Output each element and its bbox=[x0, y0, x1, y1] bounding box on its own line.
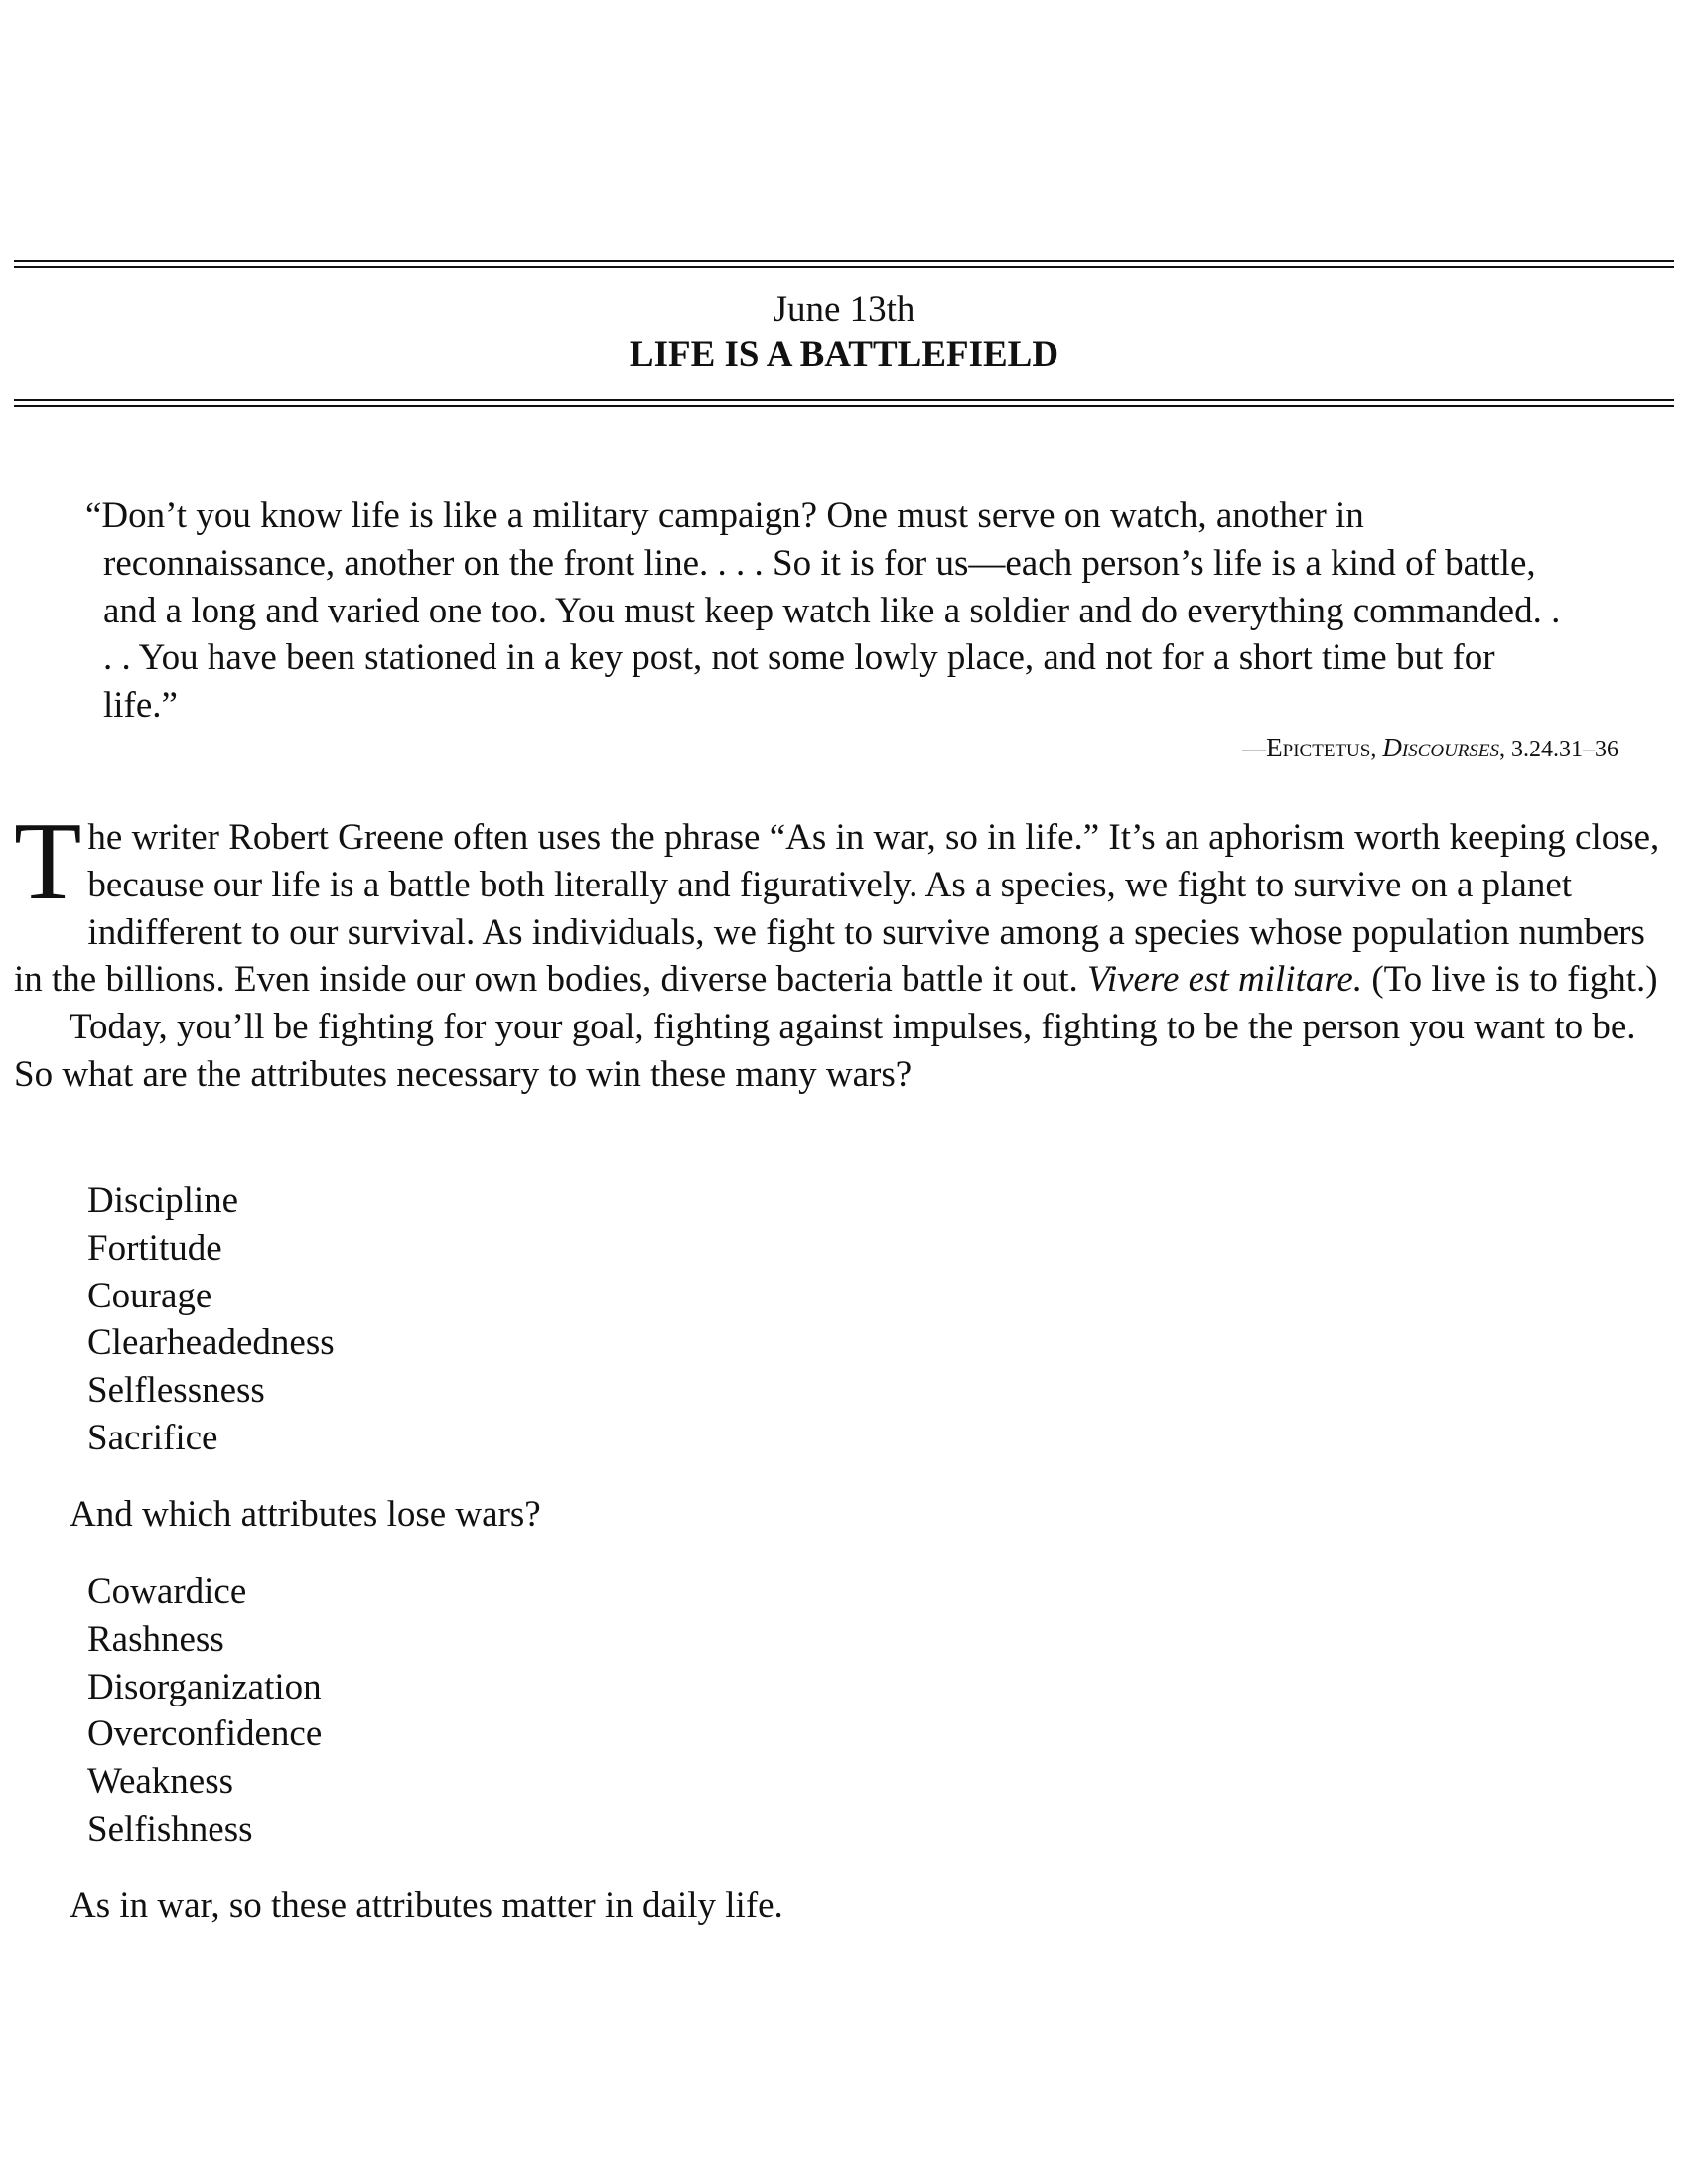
page bbox=[14, 0, 1674, 2184]
list-item: Weakness bbox=[87, 1761, 234, 1803]
attribution-reference: , 3.24.31–36 bbox=[1499, 737, 1618, 762]
header-rule-bottom bbox=[14, 399, 1674, 407]
attribution-work: Discourses bbox=[1382, 733, 1499, 762]
list-item: Disorganization bbox=[87, 1666, 322, 1707]
virtues-list bbox=[87, 1177, 335, 1462]
question-lose-wars: And which attributes lose wars? bbox=[70, 1494, 541, 1535]
epigraph-attribution bbox=[1242, 733, 1618, 764]
vices-list bbox=[87, 1569, 322, 1853]
paragraph-2: Today, you’ll be fighting for your goal, fighting against impulses, fighting to be the person you want to be. So what are the attributes necessary to win these many wars? bbox=[14, 1007, 1636, 1095]
drop-cap: T bbox=[14, 800, 82, 923]
list-item: Discipline bbox=[87, 1180, 239, 1221]
list-item: Cowardice bbox=[87, 1571, 247, 1612]
entry-title: LIFE IS A BATTLEFIELD bbox=[629, 335, 1059, 375]
header-rule-top bbox=[14, 260, 1674, 268]
body-text bbox=[14, 800, 1674, 1099]
paragraph-1 bbox=[14, 800, 1674, 1004]
closing-line: As in war, so these attributes matter in daily life. bbox=[70, 1885, 783, 1926]
list-item: Overconfidence bbox=[87, 1713, 323, 1755]
list-item: Sacrifice bbox=[87, 1417, 218, 1458]
list-item: Courage bbox=[87, 1275, 212, 1316]
epigraph-quote: “Don’t you know life is like a military campaign? One must serve on watch, another in reconnaissance, another on the front line. . . . So it is for us—each person’s life is a kind of battle, and a long and varied one too. You must keep watch like a soldier and do everything commanded. . . . You have been stationed in a key post, not some lowly place, and not for a short time but for life.” bbox=[85, 495, 1561, 727]
list-item: Rashness bbox=[87, 1618, 224, 1660]
attribution-author: Epictetus bbox=[1266, 733, 1371, 762]
list-item: Clearheadedness bbox=[87, 1322, 335, 1364]
latin-phrase: Vivere est militare. bbox=[1087, 959, 1363, 1001]
attribution-dash: — bbox=[1242, 737, 1267, 762]
list-item: Selflessness bbox=[87, 1370, 265, 1412]
paragraph-1-start: he writer Robert Greene often uses the phrase “As in war, so in life.” It’s an aphorism worth keeping close, because our life is a battle both literally and figuratively. As a species, we fight to survive on a planet indifferent to our survival. As individuals, we fight to survive among a species whose population numbers in the billions. Even inside our own bodies, diverse bacteria battle it out. bbox=[14, 817, 1660, 1001]
list-item: Selfishness bbox=[87, 1808, 253, 1849]
attribution-separator: , bbox=[1370, 737, 1383, 762]
paragraph-1-end: (To live is to fight.) bbox=[1362, 959, 1658, 1001]
list-item: Fortitude bbox=[87, 1227, 222, 1269]
entry-date: June 13th bbox=[773, 289, 915, 330]
